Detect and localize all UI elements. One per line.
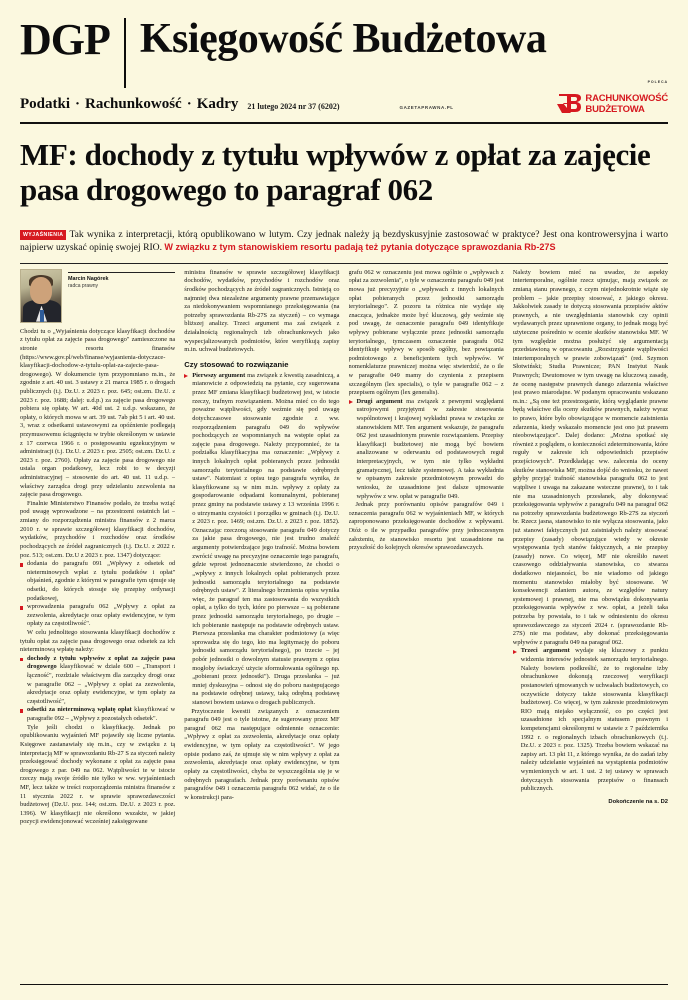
c1-bullet-4 [20, 706, 175, 723]
c3-argument-2 [349, 398, 504, 501]
section-list [20, 96, 238, 113]
promo-label: POLECA [647, 80, 668, 84]
author-name: Marcin Nagórek [68, 275, 109, 282]
lead-text: Tak wynika z interpretacji, którą opublikowano w lutym. Czy jednak należy ją bezdyskusyjnie zastosować w praktyce? Jest ona kontrowersyjna i warto najpierw uzyskać opinię swojej RIO. [20, 229, 668, 254]
author-byline [20, 269, 175, 323]
brand-logo: DGP [20, 15, 110, 64]
masthead-divider [124, 18, 126, 88]
continued-note[interactable]: Dokończenie na s. D2 [608, 798, 668, 805]
c1-bullet-list-2 [20, 655, 175, 724]
section-sep-1: · [75, 96, 81, 112]
c2-paragraph-5: Przytoczenie kwestii związanych z oznaczeniem paragrafu 049 jest o tyle istotne, że sugerowany przez MF paragraf 062 ma następujące odmiennie oznaczenie: „Wpływy z opłat za zezwolenia, akredytacje oraz opłaty ewidencyjne, w tym opłaty za częstotliwości". W jego opisie podano zaś, że ujmuje się w nim wpływy z opłat za zezwolenia, akredytacje oraz opłaty ewidencyjne, w tym opłaty za częstotliwości, chyba że wyszczególnia się je w odrębnych paragrafach. Jednak przy porównaniu opisów paragrafów 049 i oznaczenia paragrafu 062 widać, że o ile w konstrukcji para- [184, 707, 340, 801]
publication-title: Księgowość Budżetowa [139, 16, 547, 62]
column-1 [20, 269, 175, 979]
c1-bullet-2: wprowadzenia paragrafu 062 „Wpływy z opłat za zezwolenia, akredytacje oraz opłaty ewidencyjne, w tym opłaty za częstotliwość". [20, 603, 175, 629]
c1-bullet-1: dodania do paragrafu 091 „Wpływy z odsetek od nieterminowych wpłat z tytułu podatków i opłat" objaśnień, zgodnie z którymi w paragrafie tym ujmuje się odsetki, do których stosuje się przepisy ordynacji podatkowej, [20, 560, 175, 603]
author-avatar [20, 269, 62, 323]
c1-paragraph-4: Tyle jeśli chodzi o klasyfikację. Jednak po opublikowaniu wyjaśnień MF pojawiły się liczne pytania. Księgowe zastanawiały się m.in., czy w związku z tą interpretacją MF w sprawozdaniu Rb-27 S za styczeń należy przeksięgować dochody wykonane z opłat za zajęcie pasa drogowego z par. 049 na 062. Wątpliwości te w istocie rzeczy mają swoje źródło nie tylko w ww. wyjaśnieniach MF, lecz także w treści rozporządzenia ministra finansów z 11 stycznia 2022 r. w sprawie sprawozdawczości budżetowej (Dz.U. poz. 144; ost.zm. Dz.U. z 2023 r. poz. 1396). W klasyfikacji nie określono wszakże, w jakiej pozycji ewidencjonować wcześniej zaksięgowane [20, 723, 176, 826]
c4-paragraph-1: Należy bowiem mieć na uwadze, że aspekty intertemporalne, ogólnie rzecz ujmując, mają związek ze zmianą stanu prawnego, z czym niejednokrotnie wiąże się problem – jakie przepisy stosować, z jakiego okresu. Jakkolwiek zasady te dotyczą stosowania przepisów aktów prawnych, a nie uwzględniania stanowisk czy opinii wydawanych przez uprawnione organy, to jednak mogą być użyteczne pośrednio w ocenie skutków stanowiska MF. W tym względzie można posłużyć się argumentacją przedstawioną w opracowaniu „Rozstrzyganie wątpliwości intertemporalnych w prawie zobowiązań" (red. Szymon Słotwiński; Studia Prawnicze; PAN Instytut Nauk Prawnych; Dwutomowe w tym uwagę na kluczową zasadę, że ocenę następstw prawnych danego zdarzenia właściwe jest prawo miarodajne. W podanym opracowaniu wskazano m.in.: „Są one też przestrzeganie, którą wyglądanie prawne będą właściwe dla oceny skutków prawnych, należy wyraz to prawo, które było obowiązujące w momencie zaistnienia zdarzenia, kiedy wskazało momencie jest ono już prawem nieobowiązujące". Dalej dodano: „Można spotkać się również z poglądem, o konieczności zdeterminowania, które reguły w zakresie ich odpowiednich przepisów przejściowych". Przedkładając ww. zalecenia do oceny skutków stanowiska MF, można dojść do wniosku, że nawet gdyby przyjąć trafność stanowiska paragrafu 062 to jest wątpliwe i uwaga na zakazane wsteczne prawne), to i tak nie ma uzasadnionych przesłanek, aby dokonywać przeksięgowania wpływów z paragrafu 049 na paragraf 062 na potrzeby sprawozdania budżetowego Rb-27S za styczeń br. Rzecz jasna, stanowisko to nie wyłącza stosowania, jako już stanowi faktycznych już zaistniałych należy stosować przepisy (zasady) obowiązujące wtedy w okresie występowania tych stanów faktycznych, a nie przepisy (zasady) nowe. Co więcej, MF nie określiło nawet czasowego oddziaływania stanowiska, co stwarza dodatkowo niejasności, bo nie wiadomo od jakiego momentu stanowisko miałoby być stosowane. W konsekwencji zdaniem autora, ze względów natury systemowej i prawnej, nie ma obowiązku dokonywania przeksięgowania wpływów z ww. opłat, a jeżeli taka potrzeba by powstała, to i tak w odniesieniu do okresu sprawozdawczego za styczeń 2024 r. (sprawozdanie Rb-27S) nie ma podstaw, aby dokonać przeksięgowania wpływów z paragrafu 049 na paragraf 062. [512, 268, 668, 646]
masthead-rule [20, 122, 668, 124]
c1-bullet-4-lead: odsetki za nieterminową wpłatę opłat [27, 706, 132, 714]
website-url[interactable]: GAZETAPRAWNA.PL [399, 105, 454, 110]
c1-paragraph-1: Chodzi tu o „Wyjaśnienia dotyczące klasyfikacji dochodów z tytułu opłat za zajęcie pasa drogowego" zamieszczone na stronie resortu finansów (https://www.gov.pl/web/finanse/wyjasnienia-dotyczace-klasyfikacji-dochodow-z-tytulu-oplat-za-zajecie-pasa-drogowego). W dokumencie tym przypomniano m.in., że zgodnie z art. 40 ust. 3 ustawy z 21 marca 1985 r. o drogach publicznych (t.j. Dz.U. z 2023 r. poz. 645; ost.zm. Dz.U. z 2023 r. poz. 1688; dalej: u.d.p.) za zajęcie pasa drogowego pobiera się opłatę. W art. 40d ust. 2 u.d.p. wskazano, że opłaty, o których mowa w art. 39 ust. 7ab pkt 5 i art. 40 ust. 3, wraz z odsetkami ustawowymi za opóźnienie podlegają przymusowemu ściągnięciu w trybie określonym w ustawie z 17 czerwca 1966 r. o postępowaniu egzekucyjnym w administracji (t.j. Dz.U. z 2023 r. poz. 2505; ost.zm. Dz.U. z 2023 r. poz. 2760). Opłaty za zajęcie pasa drogowego nie ustala organ podatkowy, lecz robi to w decyzji administracyjnej – stosownie do art. 40 ust. 11 u.d.p. – właściwy zarządca drogi przy udzielaniu zezwolenia na zajęcie pasa drogowego. [20, 327, 176, 499]
masthead [20, 0, 668, 88]
c2-paragraph-1: ministra finansów w sprawie szczegółowej klasyfikacji dochodów, wydatków, przychodów i rozchodów oraz środków pochodzących ze źródeł zagranicznych. Istnieją co najmniej dwa niezależne argumenty prawne przemawiające za niedokonywaniem wspomnianego przeksięgowania (na potrzeby sprawozdania Rb-27S za styczeń) – co wymaga bliższej analizy. Trzeci argument ma zaś związek z działalnością regionalnych izb obrachunkowych jako wyspecjalizowanych podmiotów, które weryfikują zapisy m.in. uchwał budżetowych. [184, 268, 340, 354]
article-columns [20, 269, 668, 979]
c4-argument-3 [513, 647, 668, 793]
c3-argument-2-lead: Drugi argument [356, 397, 403, 405]
article-headline: MF: dochody z tytułu wpływów z opłat za zajęcie pasa drogowego to paragraf 062 [20, 137, 651, 207]
c1-bullet-3 [20, 655, 175, 707]
c2-subheading: Czy stosować to rozwiązanie [184, 359, 289, 369]
c2-argument-1-rest: ma związek z kwestią zasadniczą, a mianowicie z odpowiedzią na pytanie, czy sugerowana przez MF zmiana klasyfikacji budżetowej jest, w istocie rzeczy, trafnym rozwiązaniem. Można mieć co do tego poważne wątpliwości, gdy weźmie się pod uwagę dotychczasowe stosowanie zgodnie z ww. rozporządzeniem paragrafu 049 do wpływów pochodzących ze wspomnianych na wstępie opłat za zajęcie pasa drogowego. Należy przypomnieć, że ta podziałka klasyfikacyjna ma oznaczenie: „Wpływy z innych lokalnych opłat pobieranych przez jednostki samorządu terytorialnego na podstawie odrębnych ustaw". Natomiast z opisu tego paragrafu wynika, że klasyfikowane są w nim m.in. wpływy z opłaty za gospodarowanie odpadami komunalnymi, pobieranej przez gminy na podstawie ustawy z 13 września 1996 r. o utrzymaniu czystości i porządku w gminach (t.j. Dz.U. z 2023 r. poz. 1469; ost.zm. Dz.U. z 2023 r. poz. 1852). Oznaczając rzeczoną stosowanie paragrafu 049 dotyczy za jakie pasa drogowego, nie jest trudno znaleźć argumenty potwierdzające jego trafność. Można bowiem zwrócić uwagę na precyzyjne oznaczenie tego paragrafu, gdzie wprost jednoznacznie stwierdzono, że chodzi o „wpływy z innych lokalnych opłat pobieranych przez jednostki samorządu terytorialnego na podstawie odrębnych ustaw". Z literalnego brzmienia opisu wynika więc, że paragraf ten ma zastosowania do wszystkich opłat, a tylko do tych, które po pierwsze – są pobierane przez jednostki samorządu terytorialnego, po drugie – ich pobieranie następuje na podstawie odrębnych ustaw. Pierwsza przesłanka ma charakter podmiotowy (a więc sprowadza się do tego, kto ma legitymację do poboru jednostki samorządu terytorialnego), po trzecie – jej pobór jednostki o dowolnym statusie prawnym z opisu mogłoby świadczyć użycie sformułowania ogólnego np. „pobierani przez jednostki"). Druga przesłanka – już mniej dyskusyjna – odnosi się do poboru następującego na podstawie odrębnej ustawy, taką odrębną podstawę stanowi bowiem ustawa o drogach publicznych. [192, 371, 340, 707]
column-4 [513, 269, 668, 979]
promo-block[interactable] [557, 80, 668, 115]
section-sep-2: · [186, 96, 192, 112]
masthead-subbar [20, 80, 668, 115]
c3-argument-2-rest: ma związek z pewnymi względami ustrojowymi przyjętymi w zakresie stosowania wspólnotowej i krajowej wykładni prawa w związku ze stanowiskiem MF. Ten argument wskazuje, że paragrafu 062 jest uzasadnionym prawnie rozwiązaniem. Przepisy klasyfikacji budżetowej nie mogą być bowiem analizowane w oderwaniu od podstawowych reguł interpretacyjnych, w tym nie tylko wykładni gramatycznej, lecz także systemowej. A taka wykładnia w opisanym zakresie przedmiotowym prowadzi do wniosku, że uzasadnione jest dalsze ujmowanie wpływów z ww. opłat w paragrafie 049. [356, 397, 504, 500]
c3-paragraph-3: Jednak przy porównaniu opisów paragrafów 049 i oznaczenia paragrafu 062 w wyjaśnieniach MF, w których zaproponowano przeksięgowanie dochodów z wpływami. Otóż o ile w przypadku paragrafów przy jednoczesnym założeniu, że stanowisko resortu jest uzasadnione na przyszłość do kolejnych okresów sprawozdawczych. [348, 501, 504, 552]
article-lead [20, 228, 668, 254]
section-rachunkowosc[interactable]: Rachunkowość [85, 96, 182, 112]
c2-argument-1 [184, 372, 339, 708]
c1-paragraph-2: Finalnie Ministerstwo Finansów podało, że trzeba wziąć pod uwagę wprowadzone – na przestrzeni ostatnich lat – zmiany do rozporządzenia ministra finansów z 2 marca 2010 r. w sprawie szczegółowej klasyfikacji dochodów, wydatków, przychodów i rozchodów oraz środków pochodzących ze źródeł zagranicznych (t.j. Dz.U. z 2022 r. poz. 513; ost.zm. Dz.U z 2023 r. poz. 1347) dotyczące: [20, 499, 176, 559]
lead-tag-badge: WYJAŚNIENIA [20, 230, 66, 240]
c2-argument-1-lead: Pierwszy argument [192, 371, 246, 379]
section-kadry[interactable]: Kadry [196, 96, 239, 112]
author-role: radca prawny [68, 282, 99, 289]
promo-line-2: BUDŻETOWA [585, 104, 645, 115]
c1-bullet-list-1 [20, 560, 175, 629]
lead-rule [20, 263, 668, 264]
issue-info: 21 lutego 2024 nr 37 (6202) [247, 102, 340, 111]
c1-bullet-3-rest: klasyfikować w dziale 600 – „Transport i łączność", rozdziale właściwym dla zarządcy drogi oraz w paragrafie 062 – „Wpływy z opłat za zezwolenia, akredytacje oraz opłaty ewidencyjne, w tym opłaty za częstotliwość", [27, 663, 176, 705]
byline-rule [68, 272, 175, 273]
section-podatki[interactable]: Podatki [20, 96, 71, 112]
c3-paragraph-1: grafu 062 w oznaczeniu jest mowa ogólnie o „wpływach z opłat za zezwolenia", o tyle w oznaczeniu paragrafu 049 jest mowa już precyzyjnie o „wpływach z innych lokalnych opłat pobieranych przez jednostki samorządu terytorialnego". Z pozoru ta różnica nie wydaje się znacząca, jednakże może być kluczową, gdy weźmie się pod uwagę, że oznaczenie paragrafu 049 identyfikuje wpływy pobierane wyłącznie przez jednostki samorządu terytorialnego, tymczasem oznaczenie paragrafu 062 identyfikuje wpływy w sposób ogólny, bez powiązania podmiotowego z beneficjentem tych wpływów. W nomenklaturze prawniczej można więc stwierdzić, że o ile w paragrafie 049 mamy do czynienia z przepisem szczególnym (lex specialis), o tyle w paragrafie 062 – z przepisem ogólnym (lex generalis). [348, 268, 504, 397]
column-3 [349, 269, 504, 979]
lead-highlight: W związku z tym stanowiskiem resortu padają też pytania dotyczące sprawozdania Rb-27S [164, 242, 556, 253]
footer-rule [20, 984, 668, 985]
promo-line-1: RACHUNKOWOŚĆ [585, 93, 668, 104]
rb-logo-icon [557, 92, 582, 115]
promo-title [585, 93, 668, 115]
c1-bullet-3-lead: dochody z tytułu wpływów z opłat za zajęcie pasa drogowego [27, 654, 176, 671]
c4-argument-3-lead: Trzeci argument [520, 647, 570, 655]
column-2 [184, 269, 339, 979]
c1-paragraph-3: W celu jednolitego stosowania klasyfikacji dochodów z tytułu opłat za zajęcie pasa drogowego oraz odsetek za ich nieterminową wpłatę należy: [20, 629, 176, 654]
c4-argument-3-rest: wydaje się kluczowy z punktu widzenia interesów jednostek samorządu terytorialnego. Należy bowiem podkreślić, że to regionalne izby obrachunkowe dokonują rzeczowej weryfikacji postanowień ujmowanych w uchwałach budżetowych, co oczywiście dotyczy także stosowania klasyfikacji budżetowej. Co więcej, w tym zakresie przedmiotowym RIO mają niejako wyłączność, co po części jest uzasadnione ich specjalnym statusem prawnym i kompetencjami określonymi w ustawie z 7 października 1992 r. o regionalnych izbach obrachunkowych (t.j. Dz.U. z 2023 r. poz. 1325). Trzeba bowiem wskazać na zapisy art. 13 pkt 11, z którego wynika, że do zadań izby należy udzielanie wyjaśnień na wystąpienia podmiotów wymienionych w art. 1 ust. 2 tej ustawy w sprawach dotyczących stosowania przepisów o finansach publicznych. [520, 647, 668, 793]
c1-bullet-4-rest: klasyfikować w paragrafie 092 – „Wpływy z pozostałych odsetek". [27, 706, 176, 723]
